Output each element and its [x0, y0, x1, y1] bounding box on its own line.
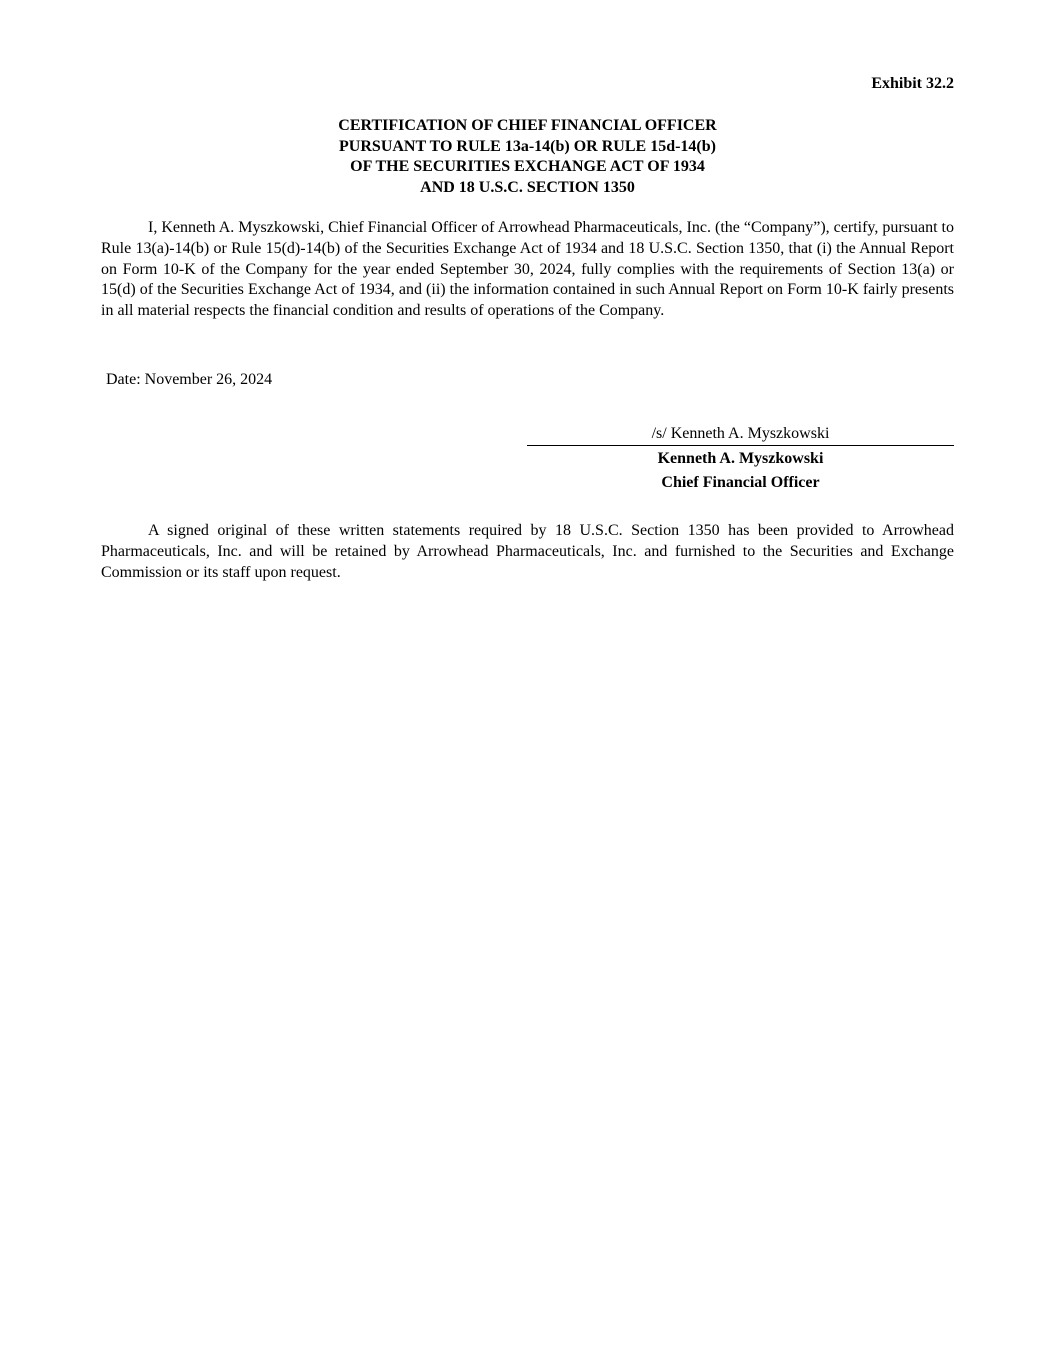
title-line: OF THE SECURITIES EXCHANGE ACT OF 1934	[350, 158, 705, 175]
signer-title: Chief Financial Officer	[661, 474, 820, 491]
title-line: PURSUANT TO RULE 13a-14(b) OR RULE 15d-14(b)	[339, 137, 716, 155]
signature-line: /s/ Kenneth A. Myszkowski	[527, 424, 954, 446]
certification-date: Date: November 26, 2024	[106, 371, 273, 388]
certification-paragraph: I, Kenneth A. Myszkowski, Chief Financial Officer of Arrowhead Pharmaceuticals, Inc. (the “Company”), certify, pursuant to Rule 13(a)-14(b) or Rule 15(d)-14(b) of the Securities Exchange Act of 1934 and 18 U.S.C. Section 1350, that (i) the Annual Report on Form 10-K of the Company for the year ended September 30, 2024, fully complies with the requirements of Section 13(a) or 15(d) of the Securities Exchange Act of 1934, and (ii) the information contained in such Annual Report on Form 10-K fairly presents in all material respects the financial condition and results of operations of the Company.	[101, 219, 954, 320]
document-title	[0, 116, 1055, 198]
title-line: CERTIFICATION OF CHIEF FINANCIAL OFFICER	[338, 117, 717, 134]
closing-paragraph: A signed original of these written statements required by 18 U.S.C. Section 1350 has been provided to Arrowhead Pharmaceuticals, Inc. and will be retained by Arrowhead Pharmaceuticals, Inc. and furnished to the Securities and Exchange Commission or its staff upon request.	[101, 522, 954, 581]
signature-block	[527, 424, 954, 493]
exhibit-label: Exhibit 32.2	[871, 75, 954, 92]
signer-name: Kenneth A. Myszkowski	[657, 450, 824, 467]
title-line: AND 18 U.S.C. SECTION 1350	[420, 178, 635, 196]
